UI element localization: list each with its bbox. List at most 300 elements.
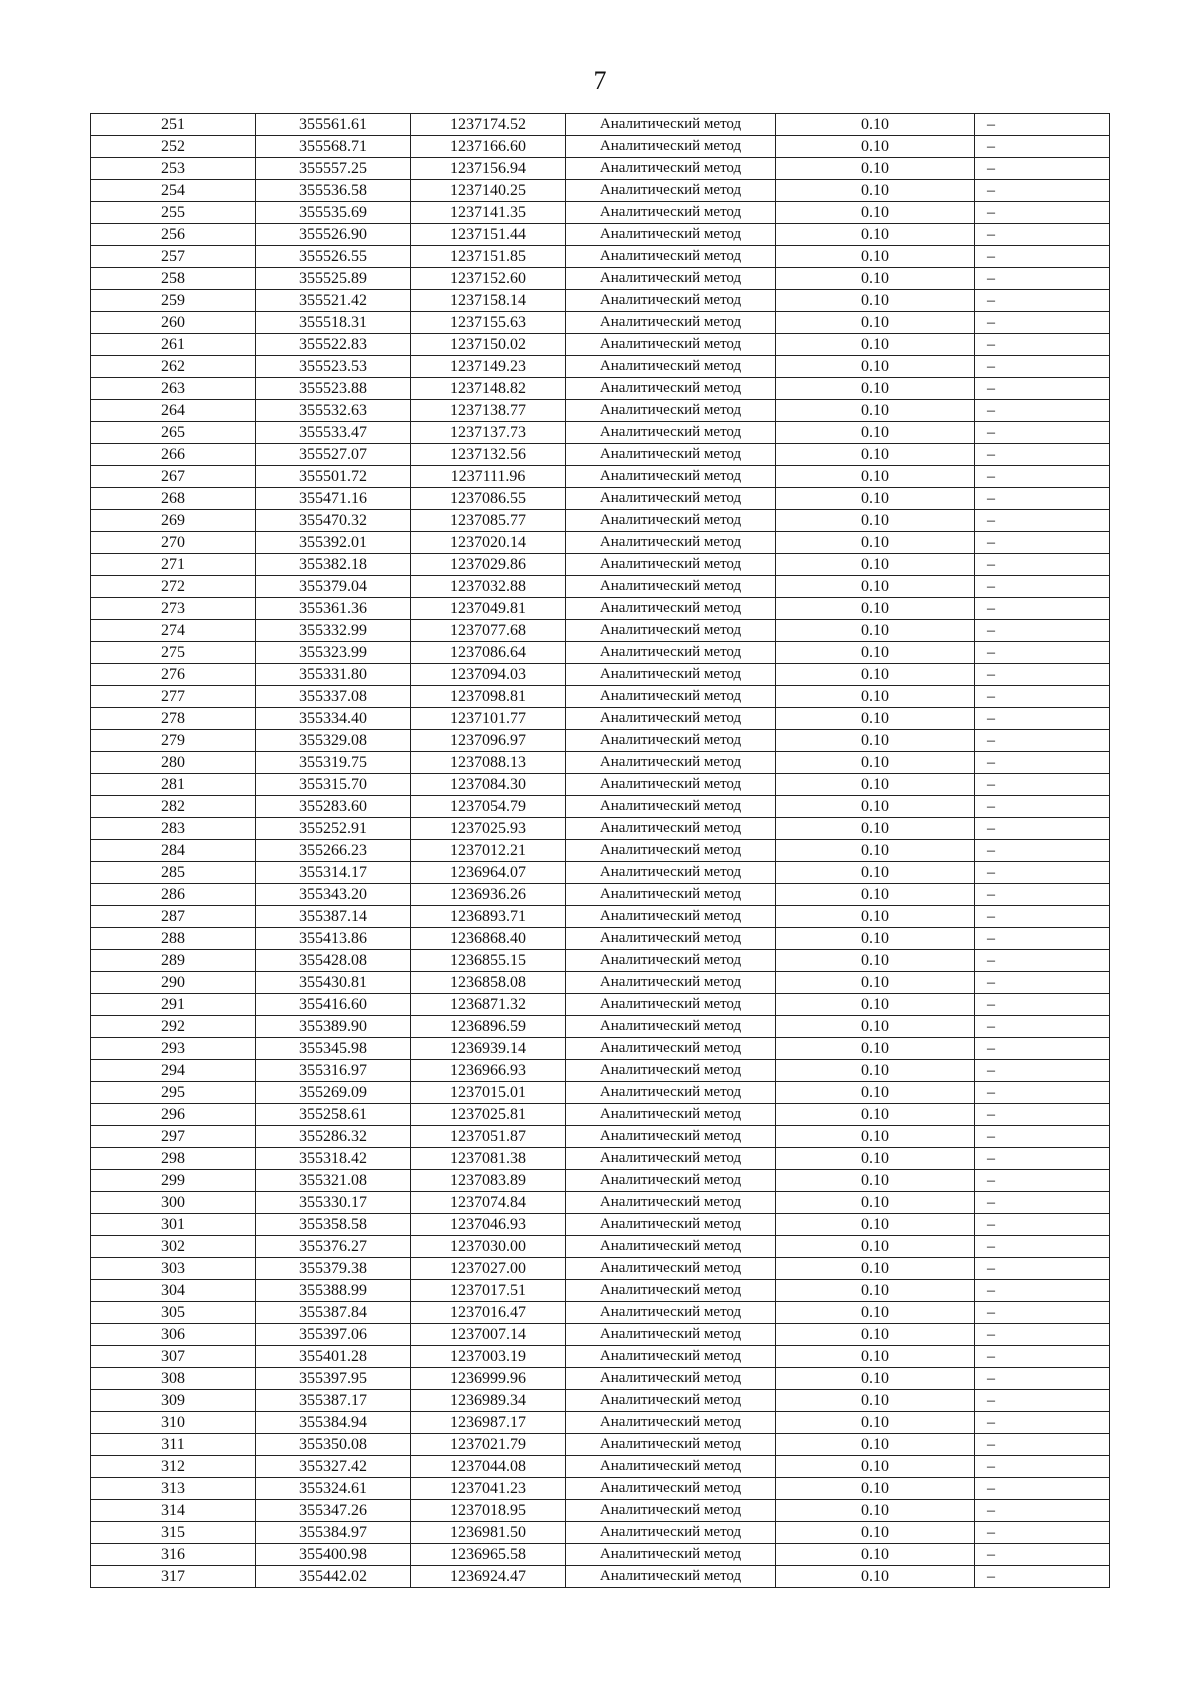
- point-number-cell: 317: [91, 1566, 256, 1588]
- note-cell: –: [975, 180, 1110, 202]
- x-coordinate-cell: 355329.08: [256, 730, 411, 752]
- table-row: [91, 994, 1110, 1016]
- y-coordinate-cell: 1237098.81: [411, 686, 566, 708]
- x-coordinate-cell: 355527.07: [256, 444, 411, 466]
- point-number-cell: 253: [91, 158, 256, 180]
- note-cell: –: [975, 1500, 1110, 1522]
- x-coordinate-cell: 355382.18: [256, 554, 411, 576]
- point-number-cell: 296: [91, 1104, 256, 1126]
- method-cell: Аналитический метод: [566, 686, 776, 708]
- x-coordinate-cell: 355324.61: [256, 1478, 411, 1500]
- y-coordinate-cell: 1237020.14: [411, 532, 566, 554]
- y-coordinate-cell: 1237152.60: [411, 268, 566, 290]
- note-cell: –: [975, 1412, 1110, 1434]
- table-row: [91, 1104, 1110, 1126]
- y-coordinate-cell: 1237086.64: [411, 642, 566, 664]
- method-cell: Аналитический метод: [566, 1390, 776, 1412]
- accuracy-cell: 0.10: [776, 400, 975, 422]
- note-cell: –: [975, 796, 1110, 818]
- method-cell: Аналитический метод: [566, 972, 776, 994]
- note-cell: –: [975, 1368, 1110, 1390]
- accuracy-cell: 0.10: [776, 708, 975, 730]
- accuracy-cell: 0.10: [776, 532, 975, 554]
- y-coordinate-cell: 1237158.14: [411, 290, 566, 312]
- accuracy-cell: 0.10: [776, 576, 975, 598]
- y-coordinate-cell: 1237077.68: [411, 620, 566, 642]
- x-coordinate-cell: 355330.17: [256, 1192, 411, 1214]
- x-coordinate-cell: 355337.08: [256, 686, 411, 708]
- point-number-cell: 310: [91, 1412, 256, 1434]
- y-coordinate-cell: 1236858.08: [411, 972, 566, 994]
- note-cell: –: [975, 1170, 1110, 1192]
- note-cell: –: [975, 422, 1110, 444]
- accuracy-cell: 0.10: [776, 1434, 975, 1456]
- table-row: [91, 422, 1110, 444]
- note-cell: –: [975, 268, 1110, 290]
- note-cell: –: [975, 884, 1110, 906]
- table-row: [91, 1148, 1110, 1170]
- y-coordinate-cell: 1236939.14: [411, 1038, 566, 1060]
- table-row: [91, 620, 1110, 642]
- x-coordinate-cell: 355384.97: [256, 1522, 411, 1544]
- accuracy-cell: 0.10: [776, 312, 975, 334]
- note-cell: –: [975, 906, 1110, 928]
- table-row: [91, 906, 1110, 928]
- x-coordinate-cell: 355266.23: [256, 840, 411, 862]
- method-cell: Аналитический метод: [566, 774, 776, 796]
- point-number-cell: 297: [91, 1126, 256, 1148]
- method-cell: Аналитический метод: [566, 1082, 776, 1104]
- method-cell: Аналитический метод: [566, 796, 776, 818]
- y-coordinate-cell: 1236924.47: [411, 1566, 566, 1588]
- accuracy-cell: 0.10: [776, 114, 975, 136]
- table-row: [91, 796, 1110, 818]
- y-coordinate-cell: 1236989.34: [411, 1390, 566, 1412]
- y-coordinate-cell: 1237149.23: [411, 356, 566, 378]
- table-row: [91, 444, 1110, 466]
- x-coordinate-cell: 355561.61: [256, 114, 411, 136]
- point-number-cell: 264: [91, 400, 256, 422]
- point-number-cell: 257: [91, 246, 256, 268]
- note-cell: –: [975, 1456, 1110, 1478]
- table-row: [91, 1522, 1110, 1544]
- x-coordinate-cell: 355327.42: [256, 1456, 411, 1478]
- note-cell: –: [975, 1060, 1110, 1082]
- x-coordinate-cell: 355379.38: [256, 1258, 411, 1280]
- y-coordinate-cell: 1237083.89: [411, 1170, 566, 1192]
- point-number-cell: 276: [91, 664, 256, 686]
- accuracy-cell: 0.10: [776, 730, 975, 752]
- x-coordinate-cell: 355525.89: [256, 268, 411, 290]
- y-coordinate-cell: 1237156.94: [411, 158, 566, 180]
- table-row: [91, 1324, 1110, 1346]
- y-coordinate-cell: 1237086.55: [411, 488, 566, 510]
- method-cell: Аналитический метод: [566, 1016, 776, 1038]
- note-cell: –: [975, 1390, 1110, 1412]
- accuracy-cell: 0.10: [776, 972, 975, 994]
- table-row: [91, 1126, 1110, 1148]
- point-number-cell: 295: [91, 1082, 256, 1104]
- table-row: [91, 818, 1110, 840]
- accuracy-cell: 0.10: [776, 224, 975, 246]
- method-cell: Аналитический метод: [566, 1478, 776, 1500]
- y-coordinate-cell: 1237085.77: [411, 510, 566, 532]
- table-row: [91, 510, 1110, 532]
- method-cell: Аналитический метод: [566, 202, 776, 224]
- point-number-cell: 251: [91, 114, 256, 136]
- table-row: [91, 1478, 1110, 1500]
- y-coordinate-cell: 1237051.87: [411, 1126, 566, 1148]
- y-coordinate-cell: 1236855.15: [411, 950, 566, 972]
- point-number-cell: 307: [91, 1346, 256, 1368]
- method-cell: Аналитический метод: [566, 906, 776, 928]
- point-number-cell: 298: [91, 1148, 256, 1170]
- accuracy-cell: 0.10: [776, 686, 975, 708]
- method-cell: Аналитический метод: [566, 620, 776, 642]
- x-coordinate-cell: 355283.60: [256, 796, 411, 818]
- table-row: [91, 708, 1110, 730]
- table-row: [91, 400, 1110, 422]
- y-coordinate-cell: 1237025.93: [411, 818, 566, 840]
- table-row: [91, 1192, 1110, 1214]
- accuracy-cell: 0.10: [776, 180, 975, 202]
- x-coordinate-cell: 355557.25: [256, 158, 411, 180]
- x-coordinate-cell: 355536.58: [256, 180, 411, 202]
- method-cell: Аналитический метод: [566, 1148, 776, 1170]
- table-row: [91, 752, 1110, 774]
- accuracy-cell: 0.10: [776, 1016, 975, 1038]
- note-cell: –: [975, 1104, 1110, 1126]
- method-cell: Аналитический метод: [566, 268, 776, 290]
- note-cell: –: [975, 378, 1110, 400]
- table-row: [91, 488, 1110, 510]
- x-coordinate-cell: 355535.69: [256, 202, 411, 224]
- y-coordinate-cell: 1237003.19: [411, 1346, 566, 1368]
- table-row: [91, 246, 1110, 268]
- point-number-cell: 316: [91, 1544, 256, 1566]
- table-row: [91, 1280, 1110, 1302]
- point-number-cell: 278: [91, 708, 256, 730]
- x-coordinate-cell: 355518.31: [256, 312, 411, 334]
- accuracy-cell: 0.10: [776, 422, 975, 444]
- y-coordinate-cell: 1237016.47: [411, 1302, 566, 1324]
- method-cell: Аналитический метод: [566, 1038, 776, 1060]
- accuracy-cell: 0.10: [776, 1566, 975, 1588]
- table-row: [91, 1302, 1110, 1324]
- note-cell: –: [975, 950, 1110, 972]
- note-cell: –: [975, 532, 1110, 554]
- y-coordinate-cell: 1237138.77: [411, 400, 566, 422]
- method-cell: Аналитический метод: [566, 158, 776, 180]
- note-cell: –: [975, 730, 1110, 752]
- table-row: [91, 928, 1110, 950]
- method-cell: Аналитический метод: [566, 334, 776, 356]
- note-cell: –: [975, 972, 1110, 994]
- table-row: [91, 950, 1110, 972]
- point-number-cell: 312: [91, 1456, 256, 1478]
- y-coordinate-cell: 1237101.77: [411, 708, 566, 730]
- x-coordinate-cell: 355397.06: [256, 1324, 411, 1346]
- table-row: [91, 664, 1110, 686]
- point-number-cell: 284: [91, 840, 256, 862]
- coordinates-table-body: [91, 114, 1110, 1588]
- table-row: [91, 1038, 1110, 1060]
- y-coordinate-cell: 1237021.79: [411, 1434, 566, 1456]
- x-coordinate-cell: 355413.86: [256, 928, 411, 950]
- note-cell: –: [975, 862, 1110, 884]
- x-coordinate-cell: 355361.36: [256, 598, 411, 620]
- method-cell: Аналитический метод: [566, 576, 776, 598]
- note-cell: –: [975, 598, 1110, 620]
- note-cell: –: [975, 246, 1110, 268]
- accuracy-cell: 0.10: [776, 906, 975, 928]
- note-cell: –: [975, 444, 1110, 466]
- table-row: [91, 312, 1110, 334]
- note-cell: –: [975, 1038, 1110, 1060]
- accuracy-cell: 0.10: [776, 1456, 975, 1478]
- x-coordinate-cell: 355379.04: [256, 576, 411, 598]
- x-coordinate-cell: 355523.88: [256, 378, 411, 400]
- accuracy-cell: 0.10: [776, 334, 975, 356]
- accuracy-cell: 0.10: [776, 1258, 975, 1280]
- point-number-cell: 303: [91, 1258, 256, 1280]
- method-cell: Аналитический метод: [566, 950, 776, 972]
- method-cell: Аналитический метод: [566, 1104, 776, 1126]
- accuracy-cell: 0.10: [776, 444, 975, 466]
- method-cell: Аналитический метод: [566, 1500, 776, 1522]
- method-cell: Аналитический метод: [566, 598, 776, 620]
- x-coordinate-cell: 355258.61: [256, 1104, 411, 1126]
- y-coordinate-cell: 1236987.17: [411, 1412, 566, 1434]
- accuracy-cell: 0.10: [776, 664, 975, 686]
- y-coordinate-cell: 1236871.32: [411, 994, 566, 1016]
- point-number-cell: 259: [91, 290, 256, 312]
- table-row: [91, 1346, 1110, 1368]
- method-cell: Аналитический метод: [566, 224, 776, 246]
- accuracy-cell: 0.10: [776, 1412, 975, 1434]
- note-cell: –: [975, 752, 1110, 774]
- method-cell: Аналитический метод: [566, 1170, 776, 1192]
- method-cell: Аналитический метод: [566, 1368, 776, 1390]
- table-row: [91, 466, 1110, 488]
- note-cell: –: [975, 1544, 1110, 1566]
- accuracy-cell: 0.10: [776, 554, 975, 576]
- accuracy-cell: 0.10: [776, 356, 975, 378]
- table-row: [91, 356, 1110, 378]
- point-number-cell: 266: [91, 444, 256, 466]
- accuracy-cell: 0.10: [776, 268, 975, 290]
- y-coordinate-cell: 1237046.93: [411, 1214, 566, 1236]
- table-row: [91, 598, 1110, 620]
- point-number-cell: 282: [91, 796, 256, 818]
- point-number-cell: 309: [91, 1390, 256, 1412]
- x-coordinate-cell: 355387.17: [256, 1390, 411, 1412]
- y-coordinate-cell: 1236893.71: [411, 906, 566, 928]
- y-coordinate-cell: 1237029.86: [411, 554, 566, 576]
- table-row: [91, 114, 1110, 136]
- note-cell: –: [975, 224, 1110, 246]
- accuracy-cell: 0.10: [776, 1280, 975, 1302]
- x-coordinate-cell: 355532.63: [256, 400, 411, 422]
- note-cell: –: [975, 136, 1110, 158]
- y-coordinate-cell: 1236896.59: [411, 1016, 566, 1038]
- accuracy-cell: 0.10: [776, 598, 975, 620]
- x-coordinate-cell: 355350.08: [256, 1434, 411, 1456]
- y-coordinate-cell: 1237030.00: [411, 1236, 566, 1258]
- y-coordinate-cell: 1237041.23: [411, 1478, 566, 1500]
- x-coordinate-cell: 355526.55: [256, 246, 411, 268]
- x-coordinate-cell: 355442.02: [256, 1566, 411, 1588]
- note-cell: –: [975, 1082, 1110, 1104]
- x-coordinate-cell: 355347.26: [256, 1500, 411, 1522]
- table-row: [91, 862, 1110, 884]
- method-cell: Аналитический метод: [566, 664, 776, 686]
- point-number-cell: 274: [91, 620, 256, 642]
- note-cell: –: [975, 290, 1110, 312]
- point-number-cell: 273: [91, 598, 256, 620]
- x-coordinate-cell: 355470.32: [256, 510, 411, 532]
- accuracy-cell: 0.10: [776, 1500, 975, 1522]
- y-coordinate-cell: 1237027.00: [411, 1258, 566, 1280]
- y-coordinate-cell: 1237150.02: [411, 334, 566, 356]
- point-number-cell: 287: [91, 906, 256, 928]
- x-coordinate-cell: 355471.16: [256, 488, 411, 510]
- table-row: [91, 554, 1110, 576]
- table-row: [91, 1060, 1110, 1082]
- x-coordinate-cell: 355400.98: [256, 1544, 411, 1566]
- point-number-cell: 272: [91, 576, 256, 598]
- table-row: [91, 224, 1110, 246]
- method-cell: Аналитический метод: [566, 422, 776, 444]
- note-cell: –: [975, 928, 1110, 950]
- accuracy-cell: 0.10: [776, 752, 975, 774]
- accuracy-cell: 0.10: [776, 1390, 975, 1412]
- accuracy-cell: 0.10: [776, 1302, 975, 1324]
- y-coordinate-cell: 1237155.63: [411, 312, 566, 334]
- page-number: 7: [593, 66, 607, 95]
- note-cell: –: [975, 510, 1110, 532]
- table-row: [91, 1566, 1110, 1588]
- note-cell: –: [975, 1324, 1110, 1346]
- accuracy-cell: 0.10: [776, 466, 975, 488]
- x-coordinate-cell: 355319.75: [256, 752, 411, 774]
- method-cell: Аналитический метод: [566, 1324, 776, 1346]
- point-number-cell: 263: [91, 378, 256, 400]
- table-row: [91, 1236, 1110, 1258]
- note-cell: –: [975, 1236, 1110, 1258]
- point-number-cell: 255: [91, 202, 256, 224]
- table-row: [91, 334, 1110, 356]
- y-coordinate-cell: 1237044.08: [411, 1456, 566, 1478]
- y-coordinate-cell: 1237174.52: [411, 114, 566, 136]
- y-coordinate-cell: 1236966.93: [411, 1060, 566, 1082]
- method-cell: Аналитический метод: [566, 642, 776, 664]
- y-coordinate-cell: 1237081.38: [411, 1148, 566, 1170]
- note-cell: –: [975, 686, 1110, 708]
- x-coordinate-cell: 355286.32: [256, 1126, 411, 1148]
- x-coordinate-cell: 355428.08: [256, 950, 411, 972]
- table-row: [91, 1434, 1110, 1456]
- point-number-cell: 313: [91, 1478, 256, 1500]
- table-row: [91, 840, 1110, 862]
- x-coordinate-cell: 355430.81: [256, 972, 411, 994]
- y-coordinate-cell: 1237148.82: [411, 378, 566, 400]
- accuracy-cell: 0.10: [776, 642, 975, 664]
- y-coordinate-cell: 1237111.96: [411, 466, 566, 488]
- method-cell: Аналитический метод: [566, 290, 776, 312]
- accuracy-cell: 0.10: [776, 136, 975, 158]
- note-cell: –: [975, 1192, 1110, 1214]
- y-coordinate-cell: 1237151.44: [411, 224, 566, 246]
- note-cell: –: [975, 1258, 1110, 1280]
- y-coordinate-cell: 1237017.51: [411, 1280, 566, 1302]
- point-number-cell: 271: [91, 554, 256, 576]
- x-coordinate-cell: 355334.40: [256, 708, 411, 730]
- point-number-cell: 280: [91, 752, 256, 774]
- y-coordinate-cell: 1236981.50: [411, 1522, 566, 1544]
- method-cell: Аналитический метод: [566, 1214, 776, 1236]
- note-cell: –: [975, 400, 1110, 422]
- x-coordinate-cell: 355387.14: [256, 906, 411, 928]
- point-number-cell: 279: [91, 730, 256, 752]
- method-cell: Аналитический метод: [566, 1302, 776, 1324]
- note-cell: –: [975, 1126, 1110, 1148]
- table-row: [91, 642, 1110, 664]
- point-number-cell: 304: [91, 1280, 256, 1302]
- y-coordinate-cell: 1237025.81: [411, 1104, 566, 1126]
- method-cell: Аналитический метод: [566, 1412, 776, 1434]
- x-coordinate-cell: 355332.99: [256, 620, 411, 642]
- note-cell: –: [975, 576, 1110, 598]
- y-coordinate-cell: 1237018.95: [411, 1500, 566, 1522]
- accuracy-cell: 0.10: [776, 1478, 975, 1500]
- point-number-cell: 311: [91, 1434, 256, 1456]
- accuracy-cell: 0.10: [776, 488, 975, 510]
- accuracy-cell: 0.10: [776, 862, 975, 884]
- method-cell: Аналитический метод: [566, 862, 776, 884]
- method-cell: Аналитический метод: [566, 1060, 776, 1082]
- y-coordinate-cell: 1237007.14: [411, 1324, 566, 1346]
- table-row: [91, 1368, 1110, 1390]
- point-number-cell: 302: [91, 1236, 256, 1258]
- y-coordinate-cell: 1237088.13: [411, 752, 566, 774]
- x-coordinate-cell: 355521.42: [256, 290, 411, 312]
- method-cell: Аналитический метод: [566, 488, 776, 510]
- y-coordinate-cell: 1236868.40: [411, 928, 566, 950]
- method-cell: Аналитический метод: [566, 1522, 776, 1544]
- note-cell: –: [975, 1566, 1110, 1588]
- table-row: [91, 1500, 1110, 1522]
- method-cell: Аналитический метод: [566, 466, 776, 488]
- y-coordinate-cell: 1237151.85: [411, 246, 566, 268]
- accuracy-cell: 0.10: [776, 1544, 975, 1566]
- accuracy-cell: 0.10: [776, 840, 975, 862]
- point-number-cell: 254: [91, 180, 256, 202]
- accuracy-cell: 0.10: [776, 1214, 975, 1236]
- accuracy-cell: 0.10: [776, 884, 975, 906]
- method-cell: Аналитический метод: [566, 1236, 776, 1258]
- y-coordinate-cell: 1237137.73: [411, 422, 566, 444]
- table-row: [91, 378, 1110, 400]
- table-row: [91, 730, 1110, 752]
- x-coordinate-cell: 355315.70: [256, 774, 411, 796]
- x-coordinate-cell: 355358.58: [256, 1214, 411, 1236]
- note-cell: –: [975, 620, 1110, 642]
- point-number-cell: 292: [91, 1016, 256, 1038]
- table-row: [91, 158, 1110, 180]
- point-number-cell: 293: [91, 1038, 256, 1060]
- method-cell: Аналитический метод: [566, 818, 776, 840]
